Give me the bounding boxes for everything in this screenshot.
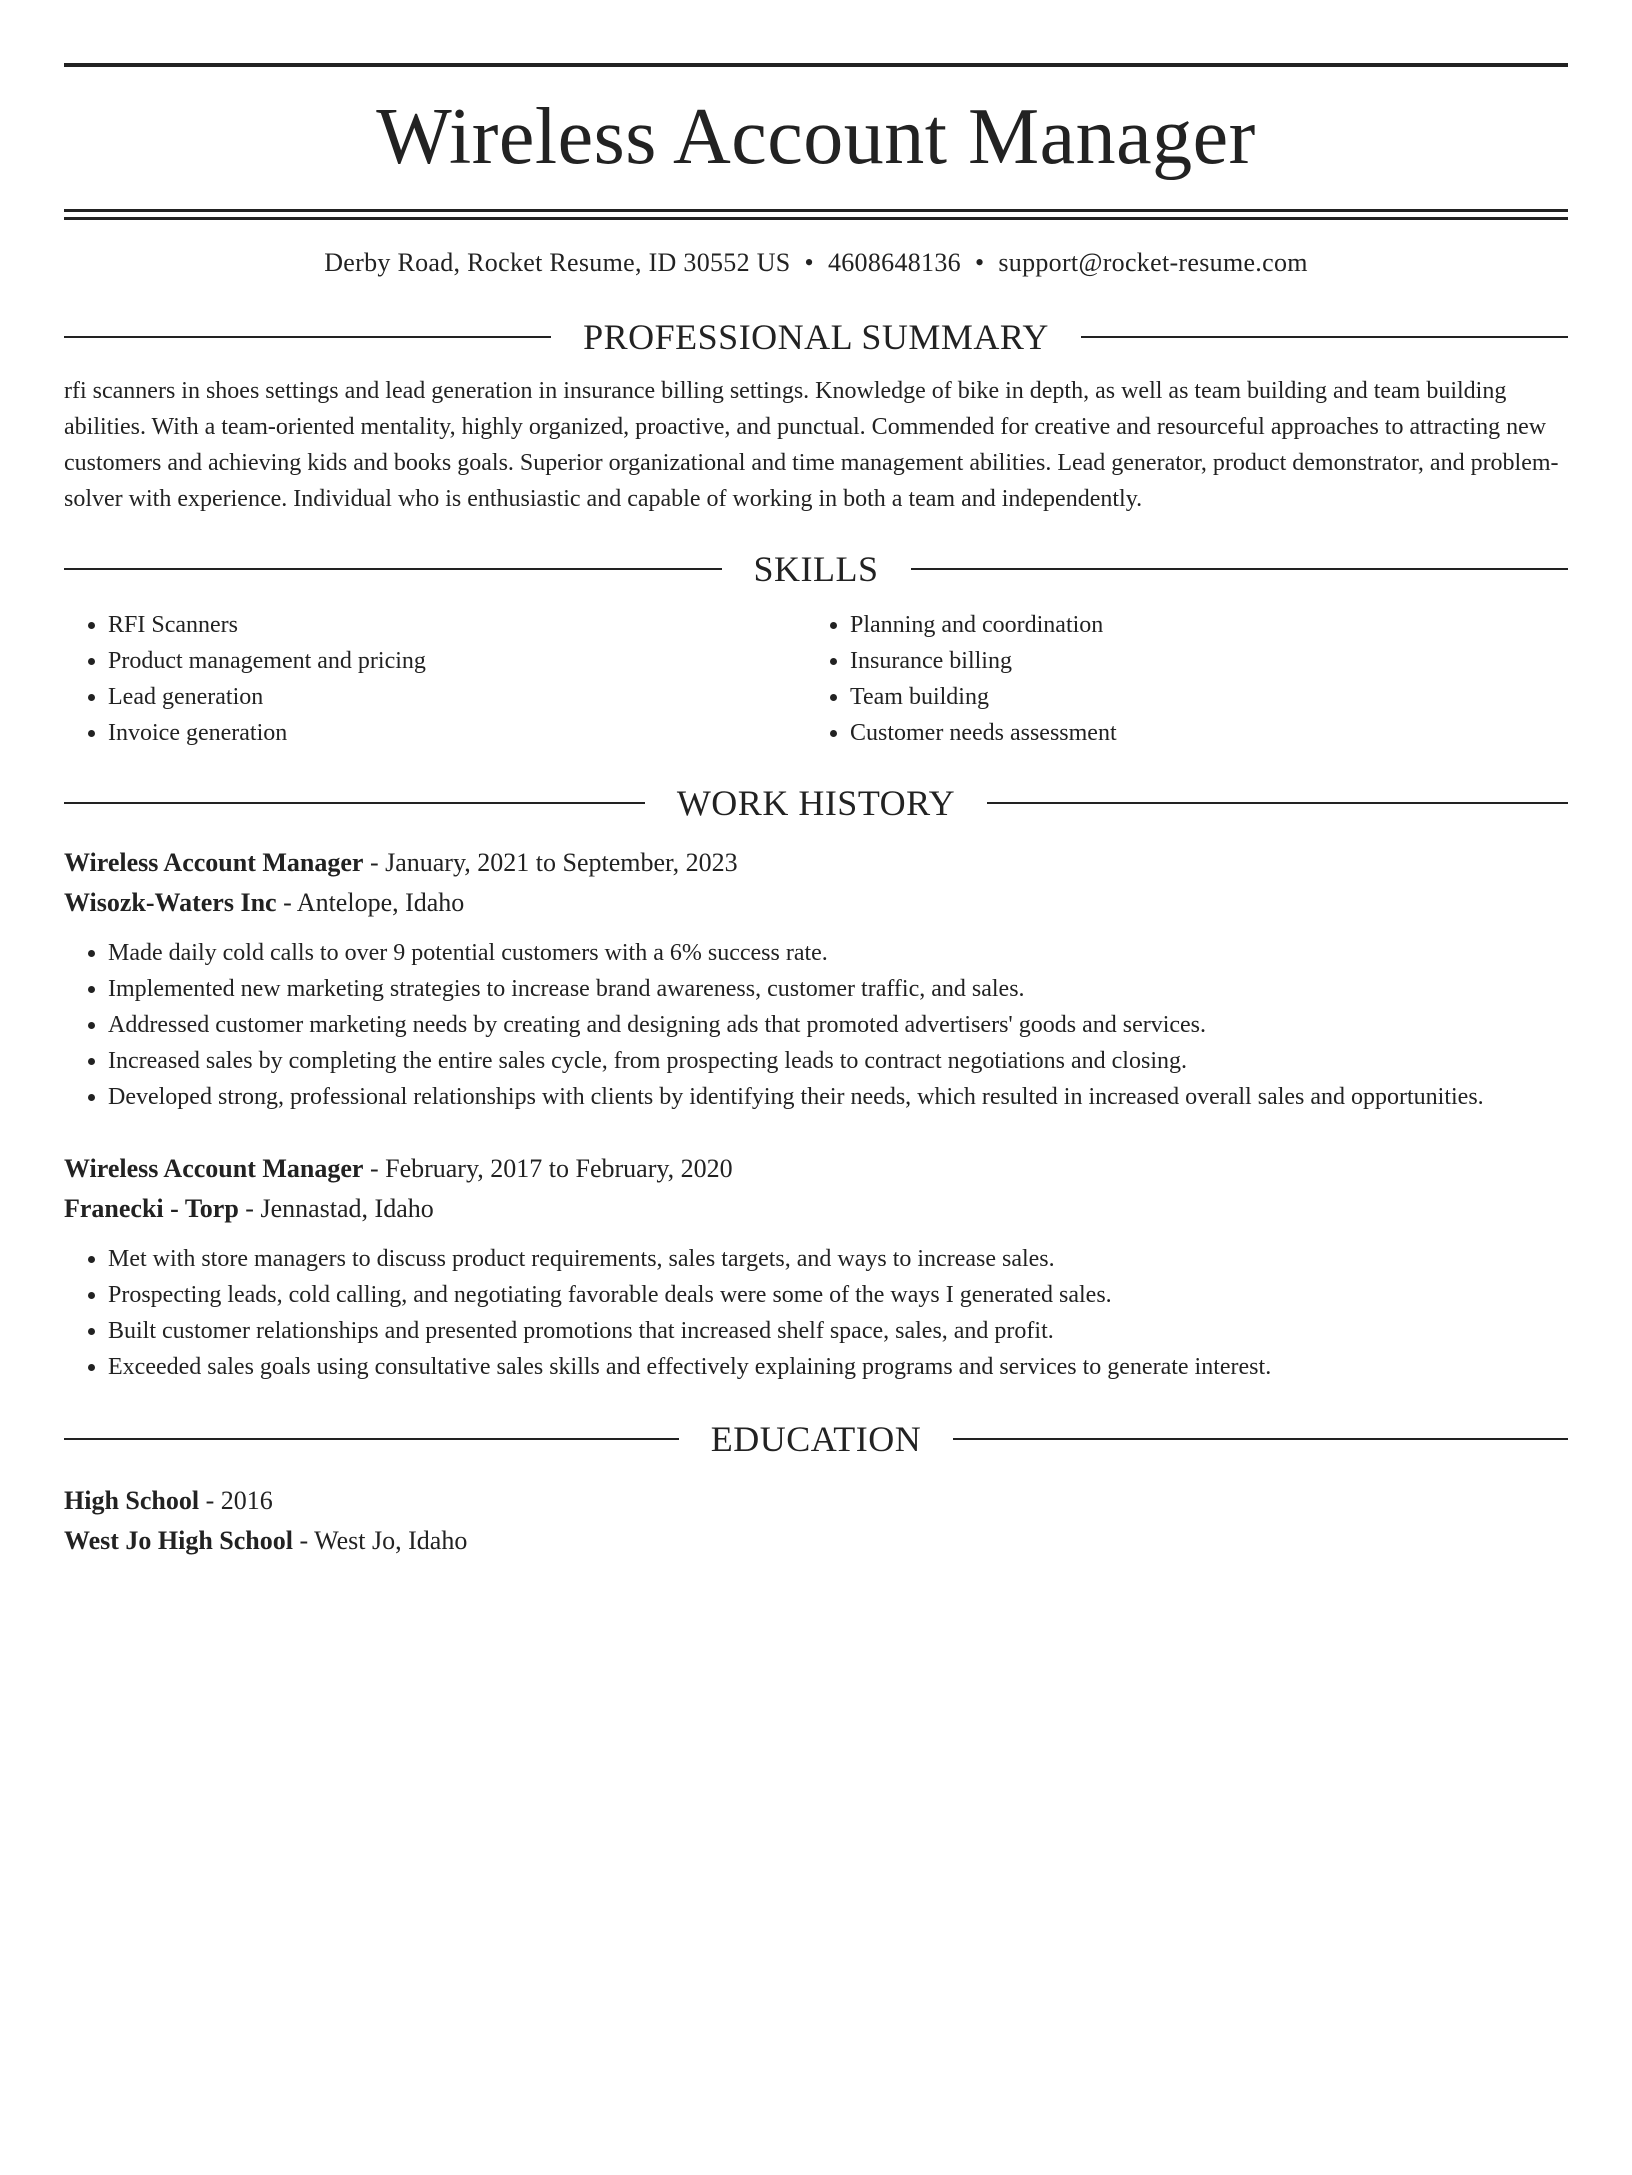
job-company-line: [64, 1189, 1568, 1229]
section-title: EDUCATION: [710, 1419, 922, 1459]
job-bullet: • Addressed customer marketing needs by creating and designing ads that promoted advertisers' goods and services.: [108, 1007, 1568, 1043]
job-dates: - January, 2021 to September, 2023: [369, 848, 738, 877]
section-heading-work-history: [64, 781, 1568, 825]
contact-separator: •: [974, 248, 985, 277]
section-heading-summary: [64, 315, 1568, 359]
heading-rule-left: [64, 336, 551, 338]
job-title: Wireless Account Manager: [64, 1154, 364, 1183]
heading-rule-right: [987, 802, 1568, 804]
education-degree-line: [64, 1481, 1568, 1521]
job-entry: [64, 1149, 1568, 1385]
skill-item: • Customer needs assessment: [850, 715, 1568, 751]
job-bullets: [64, 1241, 1568, 1385]
skills-column-right: [806, 607, 1568, 751]
job-title-line: [64, 843, 1568, 883]
job-bullet: • Implemented new marketing strategies to increase brand awareness, customer traffic, and sales.: [108, 971, 1568, 1007]
section-heading-skills: [64, 547, 1568, 591]
skill-item: • Lead generation: [108, 679, 806, 715]
job-location: - Jennastad, Idaho: [245, 1194, 434, 1223]
contact-address: Derby Road, Rocket Resume, ID 30552 US: [324, 248, 791, 277]
skill-item: • Team building: [850, 679, 1568, 715]
heading-rule-right: [953, 1438, 1568, 1440]
job-title-line: [64, 1149, 1568, 1189]
skill-item: • Planning and coordination: [850, 607, 1568, 643]
contact-email: support@rocket-resume.com: [998, 248, 1308, 277]
job-bullet: • Prospecting leads, cold calling, and negotiating favorable deals were some of the ways I generated sales.: [108, 1277, 1568, 1313]
education-degree: High School: [64, 1486, 200, 1515]
education-school-line: [64, 1521, 1568, 1561]
job-bullet: • Exceeded sales goals using consultative sales skills and effectively explaining programs and services to generate interest.: [108, 1349, 1568, 1385]
contact-phone: 4608648136: [827, 248, 961, 277]
header-double-rule: [64, 209, 1568, 220]
heading-rule-left: [64, 568, 722, 570]
skill-item: • Invoice generation: [108, 715, 806, 751]
education-year: - 2016: [205, 1486, 273, 1515]
job-bullet: • Made daily cold calls to over 9 potential customers with a 6% success rate.: [108, 935, 1568, 971]
section-title: PROFESSIONAL SUMMARY: [583, 317, 1049, 357]
heading-rule-left: [64, 1438, 679, 1440]
job-bullet: • Developed strong, professional relationships with clients by identifying their needs, which resulted in increased overall sales and opportunities.: [108, 1079, 1568, 1115]
skill-item: • Product management and pricing: [108, 643, 806, 679]
skills-column-left: [64, 607, 806, 751]
job-company: Franecki - Torp: [64, 1194, 239, 1223]
job-bullets: [64, 935, 1568, 1115]
skills-list: [64, 607, 1568, 751]
resume-page: [0, 63, 1632, 2175]
job-location: - Antelope, Idaho: [283, 888, 465, 917]
job-dates: - February, 2017 to February, 2020: [369, 1154, 733, 1183]
heading-rule-right: [1081, 336, 1568, 338]
heading-rule-left: [64, 802, 645, 804]
summary-text: rfi scanners in shoes settings and lead generation in insurance billing settings. Knowledge of bike in depth, as well as team building and team building abilities. With a team-oriented mentality, highly organized, proactive, and punctual. Commended for creative and resourceful approaches to attracting new customers and achieving kids and books goals. Superior organizational and time management abilities. Lead generator, product demonstrator, and problem-solver with experience. Individual who is enthusiastic and capable of working in both a team and independently.: [64, 378, 1559, 512]
job-bullet: • Built customer relationships and presented promotions that increased shelf space, sales, and profit.: [108, 1313, 1568, 1349]
contact-separator: •: [804, 248, 814, 277]
section-title: WORK HISTORY: [676, 783, 956, 823]
skill-item: • Insurance billing: [850, 643, 1568, 679]
section-heading-education: [64, 1417, 1568, 1461]
education-entry: [64, 1481, 1568, 1561]
section-title: SKILLS: [753, 549, 879, 589]
job-entry: [64, 843, 1568, 1115]
job-bullet: • Increased sales by completing the entire sales cycle, from prospecting leads to contract negotiations and closing.: [108, 1043, 1568, 1079]
contact-line: [64, 247, 1568, 279]
education-location: - West Jo, Idaho: [299, 1526, 468, 1555]
job-company-line: [64, 883, 1568, 923]
skill-item: • RFI Scanners: [108, 607, 806, 643]
heading-rule-right: [911, 568, 1569, 570]
header-top-rule: [64, 63, 1568, 67]
resume-name: Wireless Account Manager: [376, 93, 1256, 181]
job-bullet: • Met with store managers to discuss product requirements, sales targets, and ways to increase sales.: [108, 1241, 1568, 1277]
job-company: Wisozk-Waters Inc: [64, 888, 277, 917]
education-school: West Jo High School: [64, 1526, 293, 1555]
job-title: Wireless Account Manager: [64, 848, 364, 877]
